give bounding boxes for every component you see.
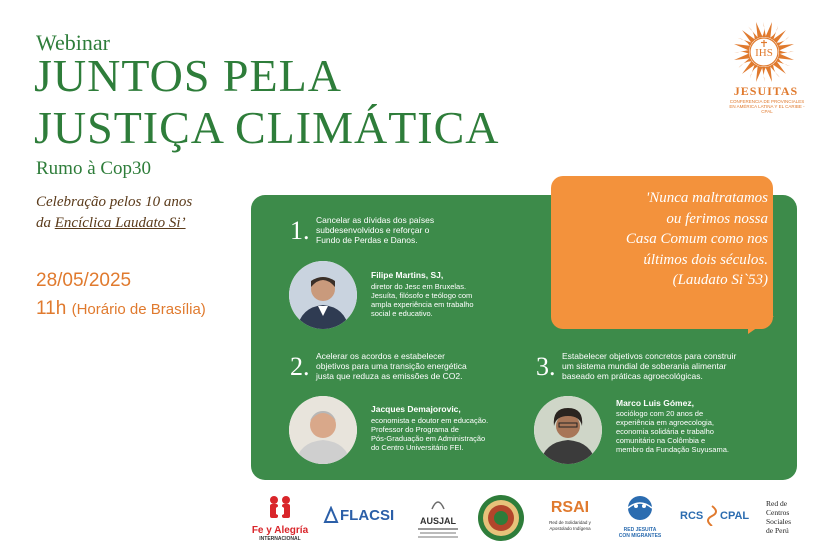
rcs-cpal-logo [680,504,754,534]
sun-ray [762,67,766,82]
quote-line: Casa Comum como nos [625,231,768,247]
flacsi-logo [323,505,399,527]
item-3-line: Estabelecer objetivos concretos para construir [562,351,737,361]
quote-line: últimos dois séculos. [643,251,768,268]
sun-ray [762,22,766,37]
celebration-line-1: Celebração pelos 10 anos [36,194,193,210]
speaker-1-desc-line: Jesuíta, filósofo e teólogo com [371,291,473,300]
avatar-jacques [289,396,357,464]
rcs-name: RCS [680,510,704,522]
sun-ray [740,28,755,43]
speaker-1-desc-line: diretor do Jesc em Bruxelas. [371,282,467,291]
item-2-number: 2. [290,352,310,381]
red-jesuita-migrantes-logo [612,494,668,544]
event-date: 28/05/2025 [36,270,132,291]
sun-ray [779,50,794,54]
sun-ray [773,61,788,76]
rsai-logo [539,499,601,543]
speaker-1-desc-line: ampla experiência em trabalho [371,300,474,309]
logo-subtitle: CONFERENCIA DE PROVINCIALES EN AMÉRICA LATINA Y EL CARIBE - CPAL [729,99,805,114]
ausjal-name: AUSJAL [419,516,456,526]
centros-line: Sociales [766,517,791,526]
item-2-text [316,351,546,381]
quote-line: ou ferimos nossa [666,210,768,227]
speaker-3-desc-line: sociólogo com 20 anos de [616,409,704,418]
rjm-line-2: CON MIGRANTES [618,533,662,539]
item-2-line: justa que reduza as emissões de CO2. [316,371,463,381]
ihs-monogram: IHS [755,47,773,59]
item-3-line: um sistema mundial de soberania alimentar [562,361,727,371]
rjm-line-1: RED JESUITA [623,527,657,533]
centros-line: de Perú [766,526,789,535]
quote-line: 'Nunca maltratamos [646,190,768,206]
sun-ray [740,61,755,76]
webinar-label: Webinar [36,30,110,55]
event-hour [36,298,206,320]
speaker-3-name: Marco Luis Gómez, [616,398,694,408]
speaker-3-desc-line: experiência em agroecologia, [616,418,714,427]
avatar-filipe [289,261,357,329]
subtitle: Rumo à Cop30 [36,158,152,179]
celebration-prefix: da [36,215,55,231]
logo-name: JESUITAS [733,84,799,98]
fya-name: Fe y Alegría [251,525,309,536]
item-1-line: Fundo de Perdas e Danos. [316,235,418,245]
flacsi-name: FLACSI [340,507,395,524]
fe-y-alegria-logo [251,494,309,544]
item-1-text [316,215,556,245]
ausjal-logo [412,497,464,541]
item-3-line: baseado em práticas agroecológicas. [562,371,703,381]
rsai-sub: Red de Solidaridad y Apostolado Indígena [549,520,591,531]
speaker-2-desc-line: do Centro Universitário FEI. [371,443,464,452]
speaker-2-desc-line: Pós-Graduação em Administração [371,434,486,443]
laudato-si-quote [560,188,768,291]
speaker-3-desc-line: comunitário na Colômbia e [616,436,706,445]
cpal-name: CPAL [720,510,750,522]
centros-line: Red de [766,499,788,508]
red-centros-sociales-peru [766,499,816,535]
sun-ray [773,28,788,43]
speaker-2-desc-line: Professor do Programa de [371,425,459,434]
speaker-1-desc [371,282,551,318]
speaker-2-desc-line: economista e doutor em educação. [371,416,489,425]
circular-seal-logo [477,494,525,542]
hour-value: 11h [36,298,67,319]
speaker-3-desc-line: economia solidária e trabalho [616,427,714,436]
item-3-number: 3. [536,352,556,381]
title-line-2: JUSTIÇA CLIMÁTICA [34,102,500,153]
speaker-3-desc-line: membro da Fundação Suyusama. [616,445,729,454]
quote-line: (Laudato Si`53) [672,272,768,288]
item-1-line: Cancelar as dívidas dos países [316,215,435,225]
speaker-2-name: Jacques Demajorovic, [371,404,461,414]
title-line-1: JUNTOS PELA [34,50,342,101]
hour-note: (Horário de Brasília) [71,301,206,318]
speaker-1-name: Filipe Martins, SJ, [371,270,444,280]
quote-bubble-tail [748,316,774,334]
item-1-number: 1. [290,216,310,245]
speaker-3-desc [616,409,792,454]
centros-line: Centros [766,508,790,517]
celebration-line-2 [36,215,186,232]
item-2-line: objetivos para uma transição energética [316,361,467,371]
rsai-name: RSAI [550,499,590,516]
avatar-marco [534,396,602,464]
sun-ray [734,50,749,54]
fya-sub: INTERNACIONAL [259,536,301,542]
item-3-text [562,351,794,381]
item-2-line: Acelerar os acordos e estabelecer [316,351,445,361]
encyclical-link[interactable]: Encíclica Laudato Si’ [54,215,186,231]
speaker-1-desc-line: social e educativo. [371,309,433,318]
speaker-2-desc [371,416,551,452]
item-1-line: subdesenvolvidos e reforçar o [316,225,430,235]
